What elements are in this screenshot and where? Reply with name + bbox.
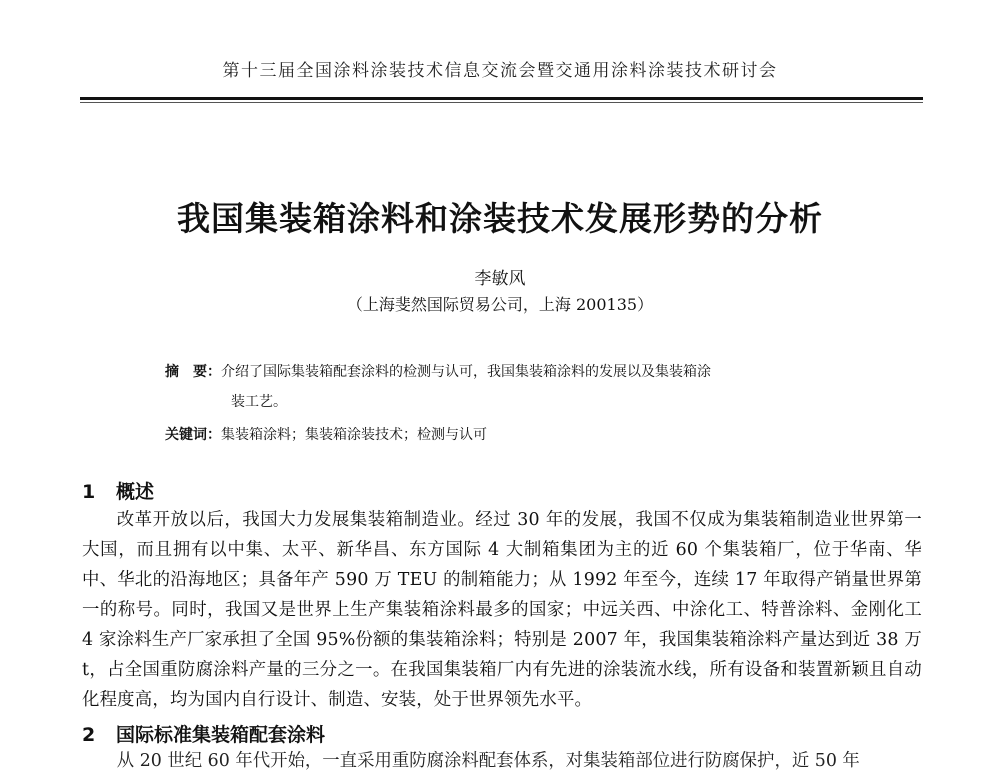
section-body-2: 从 20 世纪 60 年代开始，一直采用重防腐涂料配套体系，对集装箱部位进行防腐保护，近 50 年	[116, 751, 860, 771]
paper-title: 我国集装箱涂料和涂装技术发展形势的分析	[177, 199, 823, 238]
section-number: 2	[82, 724, 96, 746]
section-title: 国际标准集装箱配套涂料	[116, 724, 326, 746]
keywords-text: 集装箱涂料；集装箱涂装技术；检测与认可	[221, 427, 487, 443]
header-rule-thin	[80, 102, 923, 103]
section-title: 概述	[116, 481, 155, 503]
header-rule	[80, 97, 923, 100]
abstract-text: 介绍了国际集装箱配套涂料的检测与认可，我国集装箱涂料的发展以及集装箱涂	[221, 364, 711, 380]
affiliation: （上海斐然国际贸易公司，上海 200135）	[346, 295, 654, 314]
abstract	[165, 357, 865, 417]
running-header: 第十三届全国涂料涂装技术信息交流会暨交通用涂料涂装技术研讨会	[222, 61, 778, 81]
section-body-1: 改革开放以后，我国大力发展集装箱制造业。经过 30 年的发展，我国不仅成为集装箱制造业世界第一大国，而且拥有以中集、太平、新华昌、东方国际 4 大制箱集团为主的近 60 个集装箱厂，位于华南、华中、华北的沿海地区；具备年产 590 万 TEU 的制箱能力；从 1992 年至今，连续 17 年取得产销量世界第一的称号。同时，我国又是世界上生产集装箱涂料最多的国家；中远关西、中涂化工、特普涂料、金刚化工 4 家涂料生产厂家承担了全国 95%份额的集装箱涂料；特别是 2007 年，我国集装箱涂料产量达到近 38 万 t，占全国重防腐涂料产量的三分之一。在我国集装箱厂内有先进的涂装流水线，所有设备和装置新颖且自动化程度高，均为国内自行设计、制造、安装，处于世界领先水平。	[82, 510, 922, 710]
keywords	[165, 424, 865, 444]
author: 李敏风	[474, 269, 526, 289]
abstract-text-continued: 装工艺。	[231, 394, 287, 410]
keywords-label: 关键词：	[165, 427, 221, 443]
section-heading-2	[82, 720, 325, 747]
section-number: 1	[82, 481, 96, 503]
section-heading-1	[82, 477, 154, 504]
abstract-label: 摘 要：	[165, 364, 221, 380]
